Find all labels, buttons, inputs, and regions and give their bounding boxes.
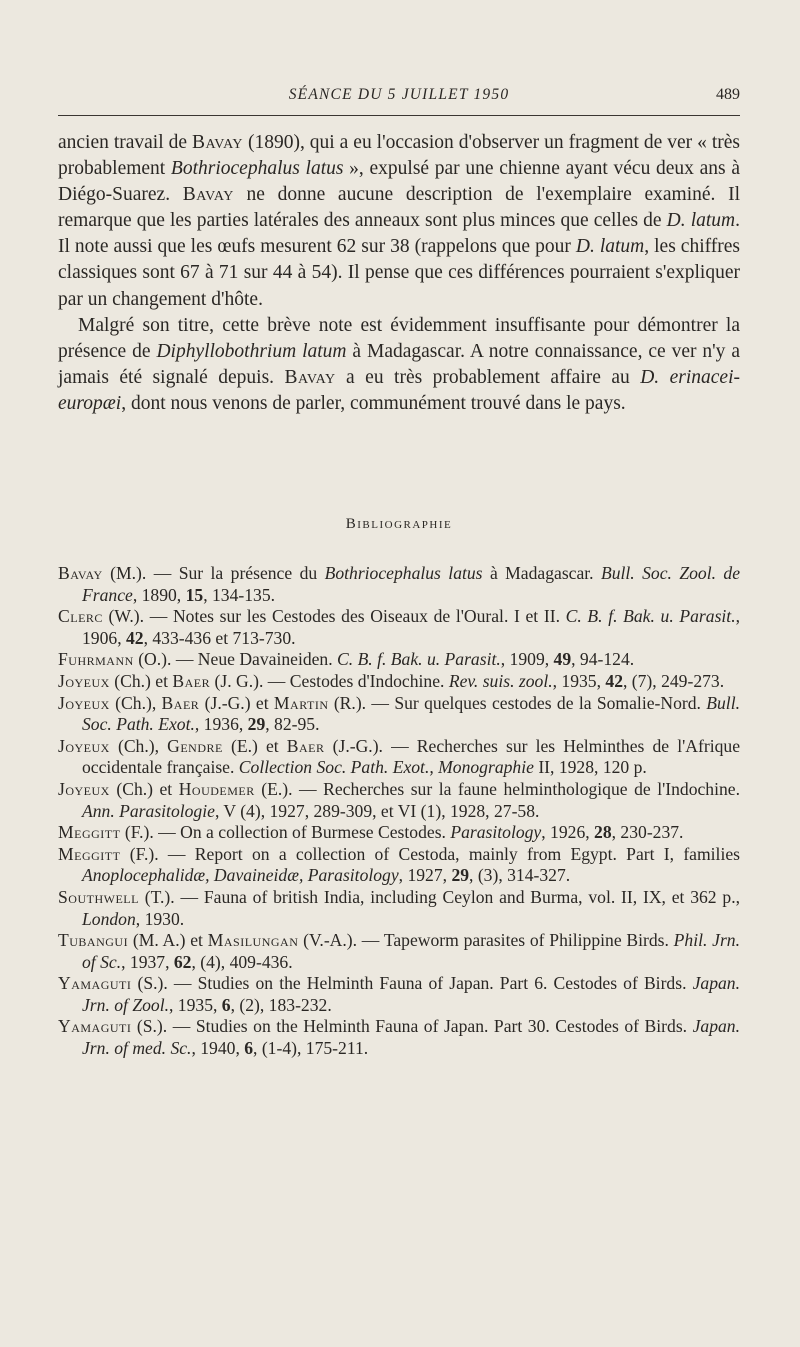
reference-text: (Ch.) et — [109, 778, 179, 799]
reference-text: (W.). — Notes sur les Cestodes des Oiseaux de l'Oural. I et II. — [102, 606, 566, 627]
reference-text: (M. A.) et — [128, 930, 208, 951]
reference-author: Southwell — [58, 886, 139, 907]
species-name: D. erinacei-europæi — [58, 366, 740, 414]
paragraph-2 — [58, 313, 740, 417]
reference-text: , (4), 409-436. — [191, 951, 293, 972]
reference-text: (F.). — Report on a collection of Cestoda, mainly from Egypt. Part I, families — [120, 843, 740, 864]
reference-text: , 1935, — [552, 670, 606, 691]
reference-entry — [58, 693, 740, 736]
text-run: », expulsé par une chienne ayant vécu deux ans à Diégo-Suarez. — [58, 158, 740, 206]
reference-text: , 1937, — [121, 951, 174, 972]
reference-text: (V.-A.). — Tapeworm parasites of Philippine Birds. — [298, 930, 674, 951]
reference-text: (M.). — Sur la présence du — [102, 563, 325, 583]
reference-entry — [58, 1016, 740, 1059]
header-rule — [58, 115, 740, 116]
reference-text: , 230-237. — [611, 822, 684, 843]
species-name: D. latum — [666, 210, 736, 232]
reference-text: , 1906, — [82, 606, 740, 648]
author-name: Bavay — [191, 132, 244, 153]
reference-volume: 6 — [244, 1038, 254, 1059]
author-name: Bavay — [284, 366, 336, 388]
reference-author: Baer — [172, 670, 211, 691]
reference-volume: 29 — [247, 714, 266, 735]
reference-text: , 1926, — [541, 822, 595, 843]
reference-volume: 29 — [451, 865, 470, 886]
reference-text: , 1940, — [191, 1038, 245, 1059]
reference-volume: 42 — [125, 627, 144, 648]
body-text — [58, 130, 740, 417]
reference-author: Fuhrmann — [58, 649, 134, 670]
species-name: Bothriocephalus latus — [170, 158, 344, 180]
text-run: , dont nous venons de parler, communément trouvé dans le pays. — [121, 392, 626, 414]
reference-author: Joyeux — [58, 778, 110, 799]
page-header — [58, 86, 740, 110]
reference-author: Masilungan — [207, 930, 299, 951]
reference-title: C. B. f. Bak. u. Parasit. — [565, 606, 736, 627]
reference-entry — [58, 887, 740, 930]
reference-title: Collection Soc. Path. Exot., Monographie — [238, 757, 534, 778]
reference-text: , (7), 249-273. — [622, 670, 725, 691]
reference-text: (Ch.) et — [109, 670, 173, 691]
reference-volume: 42 — [605, 670, 623, 691]
reference-text: à Madagascar. — [482, 563, 601, 583]
reference-title: C. B. f. Bak. u. Parasit. — [337, 649, 501, 670]
reference-author: Baer — [286, 735, 325, 756]
reference-text: , (1-4), 175-211. — [253, 1038, 369, 1059]
reference-text: , 1935, — [169, 994, 222, 1015]
bibliography-heading: Bibliographie — [345, 516, 453, 532]
reference-text: (R.). — Sur quelques cestodes de la Somalie-Nord. — [328, 692, 707, 713]
reference-author: Meggitt — [58, 843, 121, 864]
reference-text: (Ch.), — [109, 735, 168, 756]
reference-title: London — [82, 908, 136, 929]
reference-author: Joyeux — [58, 692, 110, 713]
reference-text: , 134-135. — [203, 584, 276, 605]
reference-title: Ann. Parasitologie — [82, 800, 215, 821]
reference-entry — [58, 779, 740, 822]
text-run: Malgré son titre, cette brève note est évidemment insuffisante pour démontrer la présence de — [58, 314, 740, 362]
species-name: D. latum — [575, 236, 645, 258]
reference-title: Rev. suis. zool. — [448, 670, 553, 691]
reference-text: , 1927, — [398, 865, 452, 886]
text-run: a eu très probablement affaire au — [335, 366, 641, 388]
reference-list — [58, 563, 740, 1060]
reference-text: , 1909, — [500, 649, 554, 670]
text-run: . Il note aussi que les œufs mesurent 62 sur 38 (rappelons que pour — [58, 210, 741, 258]
reference-text: , 1890, — [132, 584, 186, 605]
reference-author: Bavay — [58, 563, 103, 583]
text-run: ne donne aucune description de l'exemplaire examiné. Il remarque que les parties latérales des anneaux sont plus minces que celles de — [58, 184, 740, 232]
reference-entry — [58, 563, 740, 606]
reference-text: (O.). — Neue Davaineiden. — [133, 649, 338, 670]
reference-text: , 94-124. — [571, 649, 635, 670]
reference-entry — [58, 736, 740, 779]
reference-text: (S.). — Studies on the Helminth Fauna of Japan. Part 6. Cestodes of Birds. — [131, 973, 693, 994]
reference-title: Parasitology — [450, 822, 542, 843]
page-number: 489 — [716, 86, 740, 103]
text-run: (1890), qui a eu l'occasion d'observer un fragment de ver « très probablement — [58, 132, 740, 180]
reference-text: , 433-436 et 713-730. — [143, 627, 296, 648]
reference-title: Japan. Jrn. of med. Sc. — [82, 1016, 740, 1059]
reference-text: (S.). — Studies on the Helminth Fauna of Japan. Part 30. Cestodes of Birds. — [131, 1016, 693, 1037]
reference-text: (J.-G.) et — [199, 692, 274, 713]
reference-title: Japan. Jrn. of Zool. — [82, 973, 740, 1015]
reference-text: , V (4), 1927, 289-309, et VI (1), 1928, 27-58. — [214, 800, 540, 821]
reference-text: II, 1928, 120 p. — [533, 757, 647, 778]
reference-volume: 49 — [553, 649, 572, 670]
reference-author: Meggitt — [58, 822, 121, 843]
reference-entry — [58, 973, 740, 1016]
reference-text: (J.-G.). — Recherches sur les Helminthes de l'Afrique occidentale française. — [82, 735, 740, 778]
species-name: Diphyllobothrium latum — [156, 340, 347, 362]
reference-author: Clerc — [58, 606, 103, 627]
reference-volume: 6 — [221, 994, 231, 1015]
reference-author: Yamaguti — [58, 973, 132, 994]
running-head: SÉANCE DU 5 JUILLET 1950 — [288, 86, 510, 103]
author-name: Bavay — [182, 184, 234, 206]
reference-text: , (2), 183-232. — [230, 994, 332, 1015]
reference-author: Baer — [161, 692, 200, 713]
reference-text: (T.). — Fauna of british India, including Ceylon and Burma, vol. II, IX, et 362 p., — [138, 886, 740, 907]
reference-text: , (3), 314-327. — [469, 865, 571, 886]
reference-title: Phil. Jrn. of Sc. — [82, 930, 741, 972]
reference-entry — [58, 844, 740, 887]
reference-author: Joyeux — [58, 735, 110, 756]
reference-title: Anoplocephalidæ, Davaineidæ, Parasitology — [82, 865, 399, 886]
reference-volume: 62 — [173, 951, 192, 972]
reference-entry — [58, 671, 740, 693]
reference-entry — [58, 822, 740, 844]
reference-text: (F.). — On a collection of Burmese Cestodes. — [120, 822, 451, 843]
reference-volume: 15 — [185, 584, 204, 605]
reference-entry — [58, 930, 740, 973]
reference-text: , 1936, — [194, 714, 248, 735]
reference-author: Houdemer — [178, 778, 255, 799]
reference-text: (Ch.), — [109, 692, 162, 713]
paragraph-1 — [58, 130, 740, 313]
reference-title: Bothriocephalus latus — [324, 563, 483, 583]
reference-text: (E.). — Recherches sur la faune helminthologique de l'Indochine. — [254, 778, 740, 799]
reference-text: , 82-95. — [265, 714, 320, 735]
reference-text: (J. G.). — Cestodes d'Indochine. — [210, 670, 449, 691]
reference-author: Joyeux — [58, 670, 110, 691]
text-run: ancien travail de — [58, 132, 192, 153]
text-run: , les chiffres classiques sont 67 à 71 sur 44 à 54). Il pense que ces différences pourraient s'expliquer par un changement d'hôte. — [58, 236, 741, 310]
reference-title: Bull. Soc. Zool. de France — [82, 563, 740, 605]
reference-author: Martin — [273, 692, 329, 713]
reference-author: Gendre — [167, 735, 223, 756]
reference-title: Bull. Soc. Path. Exot. — [82, 692, 740, 735]
reference-author: Yamaguti — [58, 1016, 132, 1037]
text-run: à Madagascar. A notre connaissance, ce ver n'y a jamais été signalé depuis. — [58, 340, 740, 388]
reference-author: Tubangui — [58, 930, 129, 951]
reference-entry — [58, 606, 740, 649]
reference-text: (E.) et — [222, 735, 287, 756]
reference-volume: 28 — [594, 822, 612, 843]
reference-text: , 1930. — [135, 908, 185, 929]
reference-entry — [58, 649, 740, 671]
